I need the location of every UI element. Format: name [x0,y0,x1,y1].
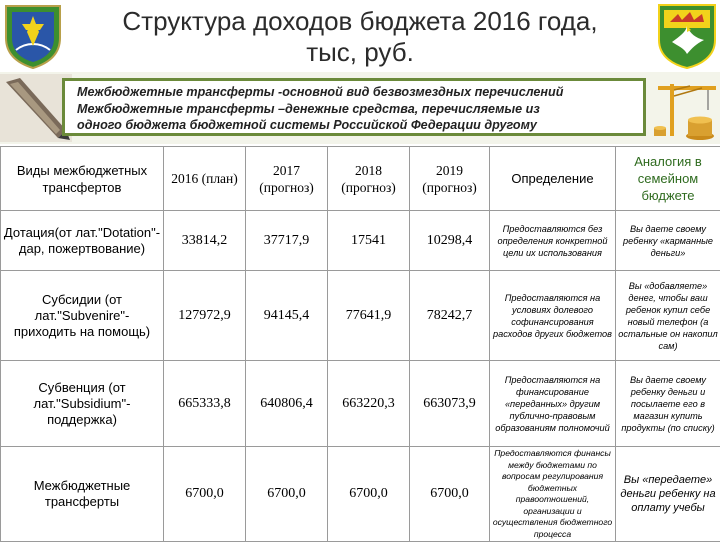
cell-2018: 6700,0 [328,447,410,542]
cell-analogy: Вы «передаете» деньги ребенку на оплату учебы [616,447,720,542]
cell-definition: Предоставляются на условиях долевого софинансирования расходов других бюджетов [490,271,616,361]
table-row [1,271,720,361]
table-header-row [1,147,720,211]
cell-2017: 37717,9 [246,211,328,271]
definition-box [62,78,646,136]
cell-definition: Предоставляются без определения конкретной цели их использования [490,211,616,271]
definition-line-2: Межбюджетные трансферты –денежные средства, перечисляемые из [77,101,631,118]
cell-2018: 77641,9 [328,271,410,361]
cell-2017: 94145,4 [246,271,328,361]
cell-2016: 6700,0 [164,447,246,542]
table-row [1,211,720,271]
cell-analogy: Вы даете своему ребенку деньги и посылаете его в магазин купить продукты (по списку) [616,361,720,447]
header-2018: 2018 (прогноз) [328,147,410,211]
cell-2017: 640806,4 [246,361,328,447]
cell-2016: 127972,9 [164,271,246,361]
row-type: Субсидии (от лат."Subvenire"- приходить на помощь) [1,271,164,361]
header-2017: 2017 (прогноз) [246,147,328,211]
cell-definition: Предоставляются финансы между бюджетами по вопросам регулирования бюджетных правоотношений, организации и осуществления бюджетного процесса [490,447,616,542]
cell-2016: 665333,8 [164,361,246,447]
bird-coat-of-arms-icon [656,2,718,70]
cell-2019: 78242,7 [410,271,490,361]
cell-2016: 33814,2 [164,211,246,271]
header [0,0,720,72]
cell-definition: Предоставляются на финансирование «переданных» другим публично-правовым образованиям полномочий [490,361,616,447]
header-2019: 2019 (прогноз) [410,147,490,211]
row-type: Субвенция (от лат."Subsidium"- поддержка) [1,361,164,447]
header-definition: Определение [490,147,616,211]
page-title [80,6,640,68]
definition-line-1: Межбюджетные трансферты -основной вид безвозмездных перечислений [77,84,631,101]
transfers-table [0,146,720,542]
cell-2018: 663220,3 [328,361,410,447]
row-type: Дотация(от лат."Dotation"- дар, пожертвование) [1,211,164,271]
header-2016: 2016 (план) [164,147,246,211]
cell-analogy: Вы «добавляете» денег, чтобы ваш ребенок купил себе новый телефон (а остальные он накопил сам) [616,271,720,361]
row-type: Межбюджетные трансферты [1,447,164,542]
cell-2019: 10298,4 [410,211,490,271]
title-line-1: Структура доходов бюджета 2016 года, [80,6,640,37]
header-type: Виды межбюджетных трансфертов [1,147,164,211]
definition-line-3: одного бюджета бюджетной системы Российской Федерации другому [77,117,631,134]
cell-2019: 6700,0 [410,447,490,542]
header-analogy: Аналогия в семейном бюджете [616,147,720,211]
table-row [1,447,720,542]
crane-and-coins-icon [650,74,720,144]
cell-2018: 17541 [328,211,410,271]
table-row [1,361,720,447]
cell-2017: 6700,0 [246,447,328,542]
title-line-2: тыс, руб. [80,37,640,68]
cell-2019: 663073,9 [410,361,490,447]
cell-analogy: Вы даете своему ребенку «карманные деньги» [616,211,720,271]
municipal-coat-of-arms-icon [2,2,64,70]
